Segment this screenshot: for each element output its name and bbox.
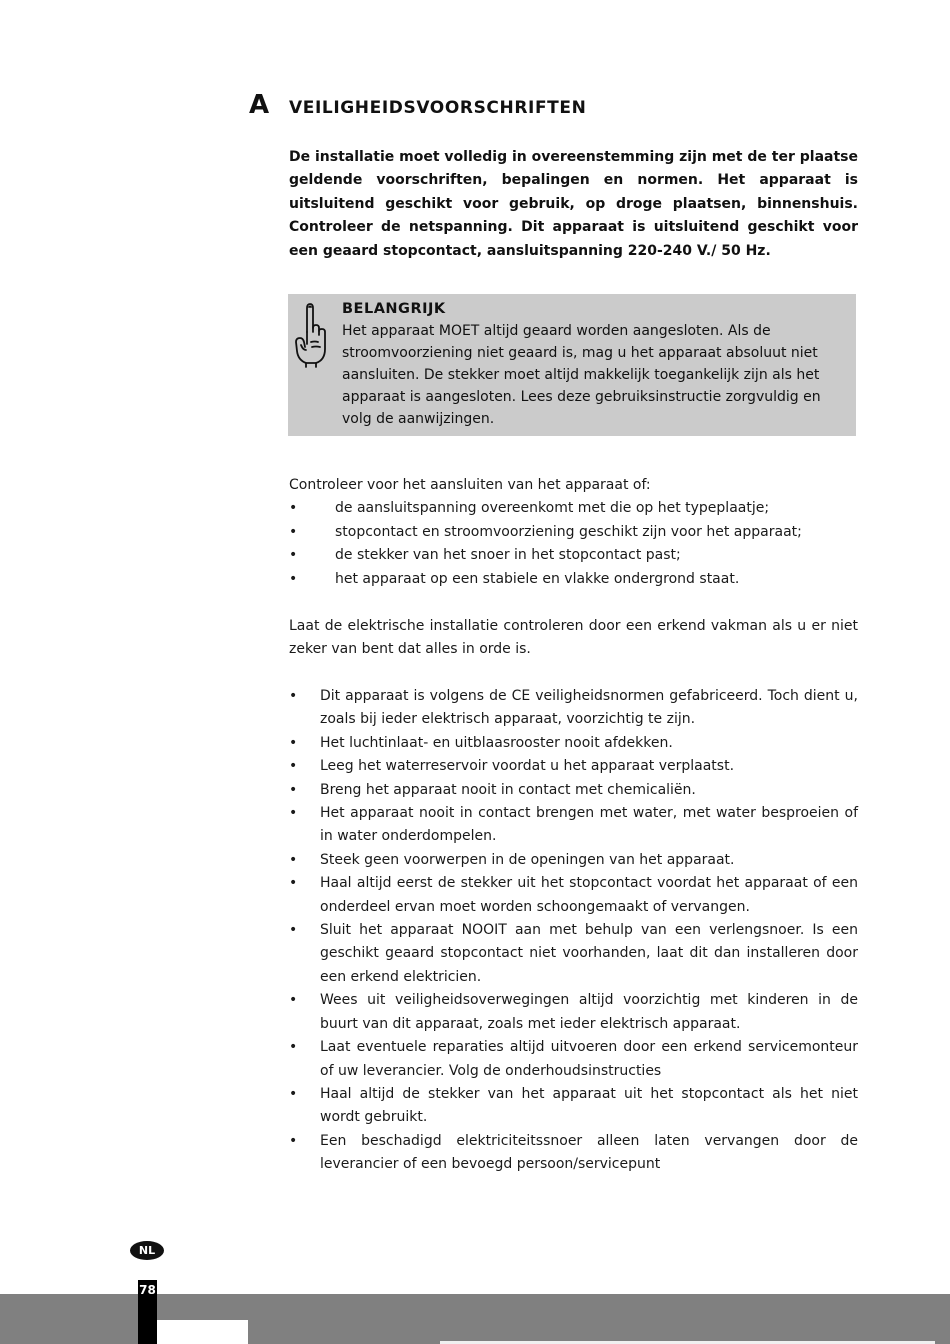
installation-check-paragraph xyxy=(289,615,858,662)
list-item-text: stopcontact en stroomvoorziening geschikt zijn voor het apparaat; xyxy=(335,523,802,540)
notice-body: Het apparaat MOET altijd geaard worden aangesloten. Als de stroomvoorziening niet geaard is, mag u het apparaat absoluut niet aansluiten. De stekker moet altijd makkelijk toegankelijk zijn als het apparaat is aangesloten. Lees deze gebruiksinstructie zorgvuldig en volg de aanwijzingen. xyxy=(342,323,821,427)
list-item xyxy=(289,1083,858,1130)
list-item-text: Een beschadigd elektriciteitssnoer alleen laten vervangen door de leverancier of een bevoegd persoon/servicepunt xyxy=(320,1132,858,1173)
list-item xyxy=(289,732,858,755)
bullet-dot: • xyxy=(289,875,298,892)
list-item-text: Laat eventuele reparaties altijd uitvoeren door een erkend servicemonteur of uw leverancier. Volg de onderhoudsinstructies xyxy=(320,1039,858,1079)
paragraph-text: Laat de elektrische installatie controleren door een erkend vakman als u er niet zeker van bent dat alles in orde is. xyxy=(289,618,858,658)
list-item xyxy=(289,755,858,778)
list-item xyxy=(289,685,858,732)
bullet-dot: • xyxy=(289,805,298,822)
bullet-dot: • xyxy=(289,851,298,868)
footer-white-block xyxy=(157,1320,248,1344)
list-item xyxy=(289,1036,858,1083)
list-item-text: Haal altijd de stekker van het apparaat uit het stopcontact als het niet wordt gebruikt. xyxy=(320,1085,858,1126)
bullet-dot: • xyxy=(289,922,298,939)
list-item-text: Steek geen voorwerpen in de openingen van het apparaat. xyxy=(320,851,735,868)
language-badge: NL xyxy=(130,1241,164,1260)
important-notice xyxy=(288,294,856,436)
pointing-hand-icon xyxy=(292,302,328,368)
list-item-text: Dit apparaat is volgens de CE veiligheidsnormen gefabriceerd. Toch dient u, zoals bij ieder elektrisch apparaat, voorzichtig te zijn. xyxy=(320,688,858,728)
list-item xyxy=(289,544,858,567)
page-number: 78 xyxy=(139,1283,156,1297)
bullet-dot: • xyxy=(289,500,298,517)
bullet-dot: • xyxy=(289,688,298,704)
list-item-text: Breng het apparaat nooit in contact met chemicaliën. xyxy=(320,781,696,798)
list-item-text: Het apparaat nooit in contact brengen met water, met water besproeien of in water onderdompelen. xyxy=(320,805,858,845)
list-item xyxy=(289,779,858,802)
bullet-dot: • xyxy=(289,1039,298,1056)
notice-heading: BELANGRIJK xyxy=(342,301,446,317)
list-item xyxy=(289,849,858,872)
bullet-dot: • xyxy=(289,1132,298,1149)
list-item-text: Wees uit veiligheidsoverwegingen altijd voorzichtig met kinderen in de buurt van dit apparaat, zoals met ieder elektrisch apparaat. xyxy=(320,992,858,1032)
list-item xyxy=(289,989,858,1036)
bullet-dot: • xyxy=(289,734,298,751)
checklist-items xyxy=(289,497,858,591)
bullet-dot: • xyxy=(289,1085,298,1102)
connection-checklist xyxy=(289,474,858,591)
section-title: VEILIGHEIDSVOORSCHRIFTEN xyxy=(289,98,587,118)
list-item-text: de aansluitspanning overeenkomt met die op het typeplaatje; xyxy=(335,500,770,517)
list-item xyxy=(289,568,858,591)
bullet-dot: • xyxy=(289,570,298,587)
list-item-text: Het luchtinlaat- en uitblaasrooster nooit afdekken. xyxy=(320,734,673,751)
bullet-dot: • xyxy=(289,781,298,798)
list-item xyxy=(289,802,858,849)
bullet-dot: • xyxy=(289,992,298,1009)
list-item xyxy=(289,919,858,989)
bullet-dot: • xyxy=(289,547,298,564)
list-item xyxy=(289,1130,858,1177)
list-item-text: de stekker van het snoer in het stopcontact past; xyxy=(335,547,681,564)
bullet-dot: • xyxy=(289,758,298,775)
list-item-text: Leeg het waterreservoir voordat u het apparaat verplaatst. xyxy=(320,758,735,775)
list-item xyxy=(289,497,858,520)
safety-rules-list xyxy=(289,685,858,1177)
checklist-lead: Controleer voor het aansluiten van het apparaat of: xyxy=(289,477,651,493)
bullet-dot: • xyxy=(289,523,298,540)
list-item-text: Sluit het apparaat NOOIT aan met behulp van een verlengsnoer. Is een geschikt geaard stopcontact niet voorhanden, laat dit dan installeren door een erkend elektricien. xyxy=(320,922,858,985)
intro-paragraph xyxy=(289,146,858,263)
intro-text: De installatie moet volledig in overeenstemming zijn met de ter plaatse geldende voorschriften, bepalingen en normen. Het apparaat is uitsluitend geschikt voor gebruik, op droge plaatsen, binnenshuis. Controleer de netspanning. Dit apparaat is uitsluitend geschikt voor een geaard stopcontact, aansluitspanning 220-240 V./ 50 Hz. xyxy=(289,149,858,259)
list-item xyxy=(289,521,858,544)
section-letter: A xyxy=(249,90,270,120)
list-item-text: Haal altijd eerst de stekker uit het stopcontact voordat het apparaat of een onderdeel ervan moet worden schoongemaakt of vervangen. xyxy=(320,875,858,915)
safety-rules xyxy=(289,685,858,1177)
list-item xyxy=(289,872,858,919)
list-item-text: het apparaat op een stabiele en vlakke ondergrond staat. xyxy=(335,570,740,587)
